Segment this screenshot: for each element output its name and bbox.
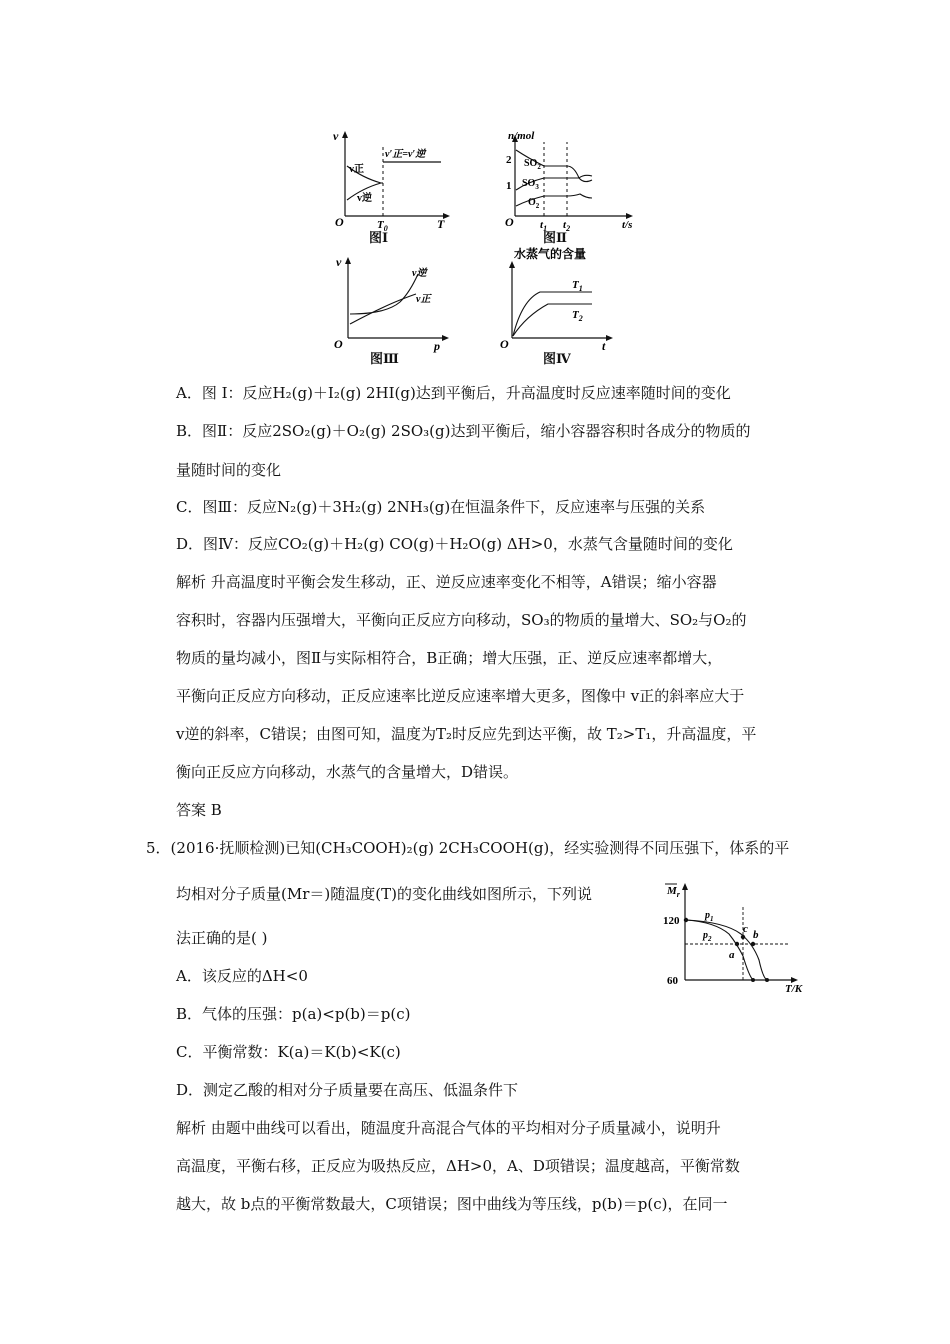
fig1-tick-t0: $T_0$: [377, 219, 388, 233]
fig3-caption: 图Ⅲ: [370, 352, 399, 367]
q5-p2-curve: [686, 920, 759, 980]
analysis-line-2: 容积时，容器内压强增大，平衡向正反应方向移动，SO₃的物质的量增大、SO₂与O₂的: [176, 611, 747, 629]
fig2-tick-2: 2: [506, 154, 512, 166]
fig3-x-label: p: [434, 339, 440, 353]
fig1-v-fwd-label: v正: [349, 164, 364, 175]
option-b-cont: 量随时间的变化: [176, 461, 282, 479]
fig1-y-label: v: [333, 129, 339, 143]
q5-point-end-1: [751, 978, 755, 982]
option-c-line: C．图Ⅲ：反应N₂(g)＋3H₂(g) 2NH₃(g)在恒温条件下，反应速率与压强的关系: [176, 498, 706, 516]
figure-2: [500, 128, 660, 233]
q5-line-3: 法正确的是( ): [176, 929, 268, 947]
q5-tick-120: 120: [663, 915, 680, 927]
q5-point-c: [741, 935, 745, 939]
fig2-o2-label: $O_2$: [528, 197, 540, 210]
fig2-caption: 图Ⅱ: [543, 231, 567, 246]
fig2-y-label: n/mol: [508, 130, 535, 142]
fig4-origin: O: [500, 337, 509, 351]
fig2-x-label: t/s: [622, 219, 633, 231]
fig4-t2-label: $T_2$: [572, 309, 583, 323]
fig3-v-rev-label: v逆: [412, 268, 427, 279]
analysis-line-4: 平衡向正反应方向移动，正反应速率比逆反应速率增大更多，图像中 v正的斜率应大于: [176, 687, 745, 705]
q5-point-b: [751, 942, 755, 946]
q5-line-2: 均相对分子质量(Mr＝)随温度(T)的变化曲线如图所示，下列说: [176, 885, 592, 903]
q5-option-d: D．测定乙酸的相对分子质量要在高压、低温条件下: [176, 1081, 519, 1099]
q5-label-c: c: [743, 923, 748, 935]
fig1-x-label: T: [437, 217, 445, 231]
q5-point-a: [735, 942, 739, 946]
q5-point-start: [684, 918, 688, 922]
fig1-caption: 图Ⅰ: [369, 231, 389, 246]
fig3-origin: O: [334, 337, 343, 351]
q5-p1-label: $p_1$: [705, 910, 714, 923]
fig4-t1-label: $T_1$: [572, 279, 583, 293]
figure-4: [498, 244, 628, 352]
fig4-x-label: t: [602, 339, 606, 353]
option-d-line: D．图Ⅳ：反应CO₂(g)＋H₂(g) CO(g)＋H₂O(g) ΔH>0，水蒸气含量随时间的变化: [176, 535, 733, 553]
analysis-line-3: 物质的量均减小，图Ⅱ与实际相符合，B正确；增大压强，正、逆反应速率都增大，: [176, 649, 723, 667]
fig2-so3-label: $SO_3$: [522, 178, 539, 191]
fig1-eq-label: v′正=v′逆: [385, 149, 426, 160]
answer-line: 答案 B: [176, 801, 222, 819]
q5-label-a: a: [729, 949, 735, 961]
fig1-origin: O: [335, 215, 344, 229]
fig2-origin: O: [505, 215, 514, 229]
q5-line-1: 5．(2016·抚顺检测)已知(CH₃COOH)₂(g) 2CH₃COOH(g)，经实验测得不同压强下，体系的平: [146, 839, 790, 857]
fig3-y-label: v: [336, 255, 342, 269]
figure-q5: [655, 876, 817, 996]
q5-y-label: $M_r$: [667, 885, 680, 899]
q5-analysis-1: 解析 由题中曲线可以看出，随温度升高混合气体的平均相对分子质量减小，说明升: [176, 1119, 721, 1137]
fig3-v-fwd-label: v正: [416, 294, 431, 305]
analysis-line-1: 解析 升高温度时平衡会发生移动，正、逆反应速率变化不相等，A错误；缩小容器: [176, 573, 717, 591]
figure-3: [330, 252, 460, 352]
fig2-tick-t2: $t_2$: [563, 219, 571, 233]
q5-option-b: B．气体的压强：p(a)<p(b)＝p(c): [176, 1005, 411, 1023]
q5-option-a: A．该反应的ΔH<0: [176, 967, 308, 985]
q5-tick-60: 60: [667, 975, 678, 987]
option-a-line: A．图 Ⅰ：反应H₂(g)＋I₂(g) 2HI(g)达到平衡后，升高温度时反应速率随时间的变化: [176, 384, 731, 402]
fig3-v-rev-curve: [350, 274, 418, 314]
q5-p2-label: $p_2$: [703, 930, 712, 943]
q5-label-b: b: [753, 929, 759, 941]
fig2-tick-1: 1: [506, 180, 512, 192]
fig3-v-fwd-curve: [350, 294, 416, 324]
fig2-tick-t1: $t_1$: [540, 219, 548, 233]
q5-option-c: C．平衡常数：K(a)＝K(b)<K(c): [176, 1043, 401, 1061]
figure-1: [325, 128, 455, 233]
q5-point-end-2: [765, 978, 769, 982]
q5-analysis-2: 高温度，平衡右移，正反应为吸热反应，ΔH>0，A、D项错误；温度越高，平衡常数: [176, 1157, 740, 1175]
fig2-so2-label: $SO_2$: [524, 158, 541, 171]
analysis-line-6: 衡向正反应方向移动，水蒸气的含量增大，D错误。: [176, 763, 519, 781]
q5-analysis-3: 越大，故 b点的平衡常数最大，C项错误；图中曲线为等压线，p(b)＝p(c)，在同一: [176, 1195, 728, 1213]
analysis-line-5: v逆的斜率，C错误；由图可知，温度为T₂时反应先到达平衡，故 T₂>T₁，升高温度，平: [176, 725, 757, 743]
fig4-title: 水蒸气的含量: [514, 247, 587, 261]
option-b-line: B．图Ⅱ：反应2SO₂(g)＋O₂(g) 2SO₃(g)达到平衡后，缩小容器容积时各成分的物质的: [176, 422, 751, 440]
q5-x-label: T/K: [785, 983, 803, 995]
fig4-caption: 图Ⅳ: [543, 352, 571, 367]
fig1-v-rev-label: v逆: [357, 193, 372, 204]
